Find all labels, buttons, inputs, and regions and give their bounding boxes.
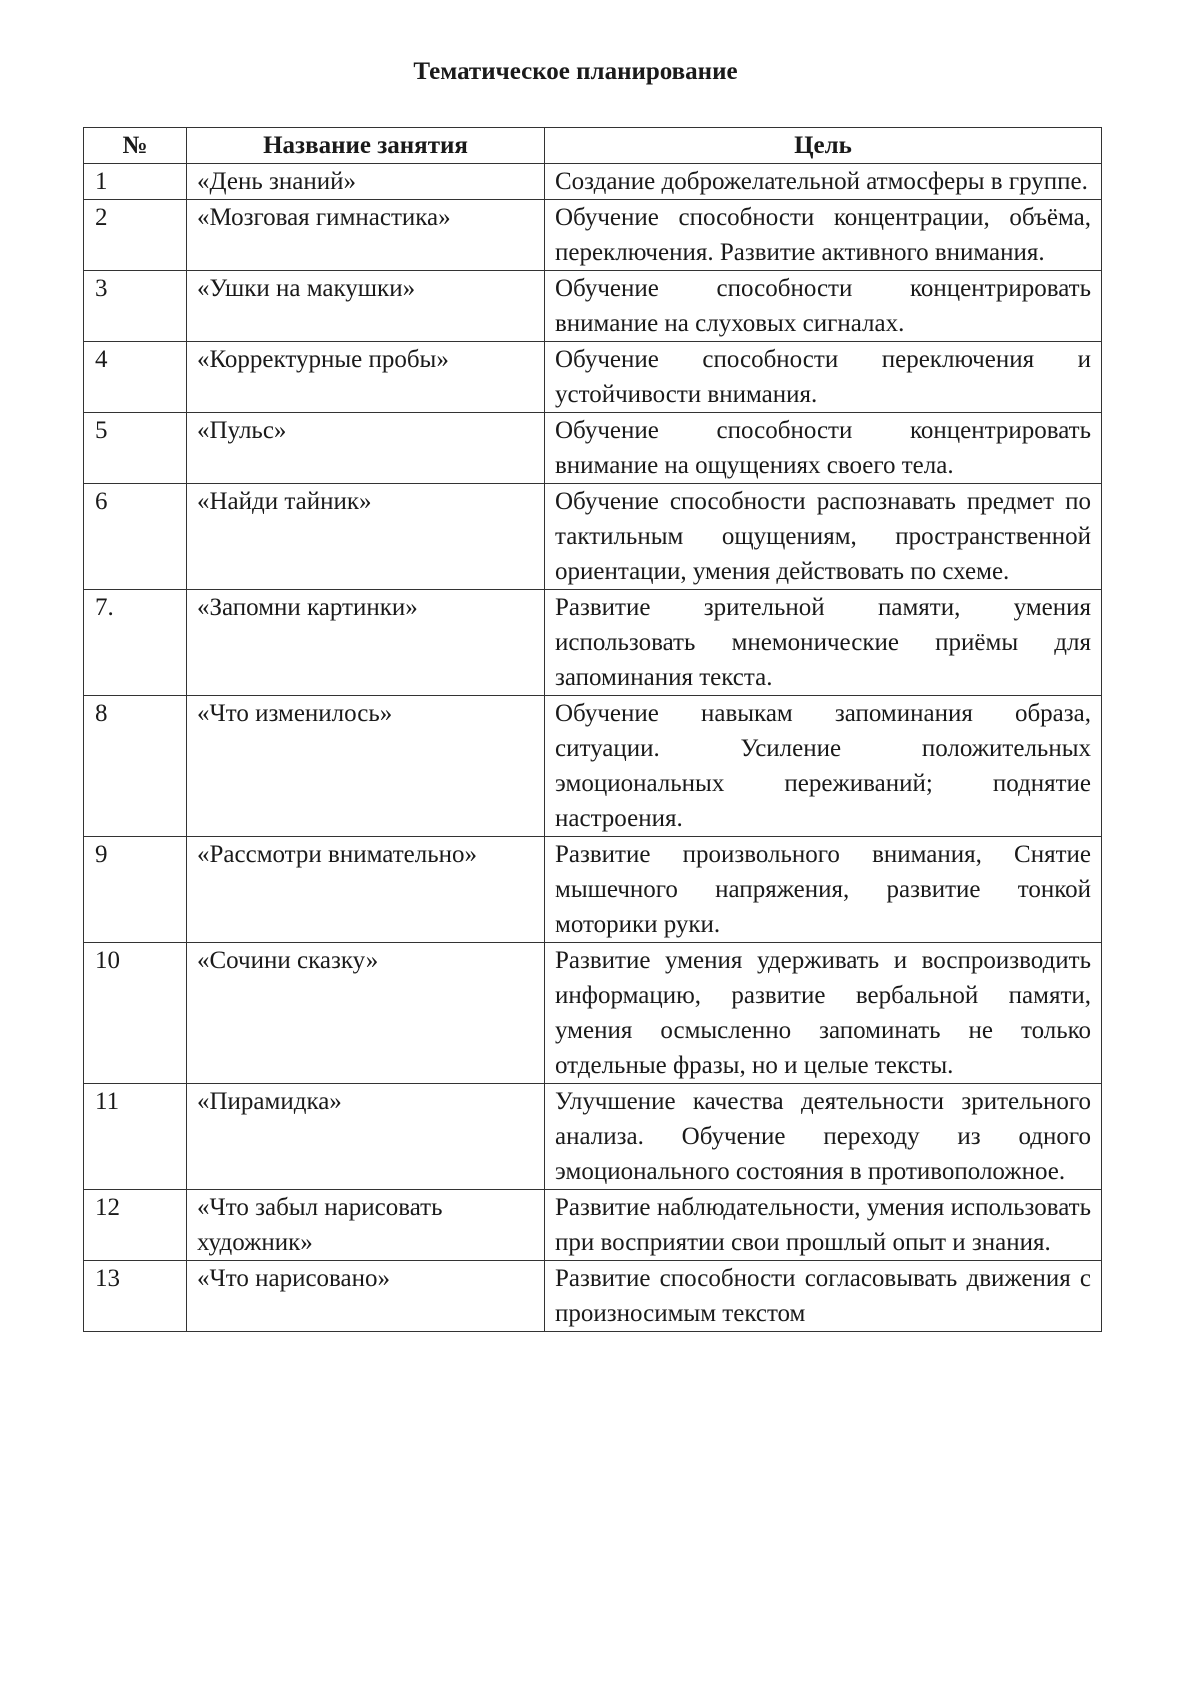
lesson-goal-cell: Обучение способности концентрации, объёма, переключения. Развитие активного внимания. xyxy=(545,200,1102,271)
table-row xyxy=(84,271,1102,342)
lesson-goal-cell: Улучшение качества деятельности зрительного анализа. Обучение переходу из одного эмоционального состояния в противоположное. xyxy=(545,1084,1102,1190)
lesson-name-cell: «Пирамидка» xyxy=(187,1084,545,1190)
lesson-number-cell: 6 xyxy=(84,484,187,590)
document-title: Тематическое планирование xyxy=(413,58,738,85)
lesson-number-cell: 7. xyxy=(84,590,187,696)
lesson-name-cell: «Что забыл нарисовать художник» xyxy=(187,1190,545,1261)
table-header-row xyxy=(84,128,1102,164)
lesson-goal-cell: Создание доброжелательной атмосферы в группе. xyxy=(545,164,1102,200)
lesson-name-cell: «День знаний» xyxy=(187,164,545,200)
lesson-name-cell: «Рассмотри внимательно» xyxy=(187,837,545,943)
lesson-number-cell: 10 xyxy=(84,943,187,1084)
lesson-name-cell: «Мозговая гимнастика» xyxy=(187,200,545,271)
lesson-number-cell: 13 xyxy=(84,1261,187,1332)
lesson-number-cell: 12 xyxy=(84,1190,187,1261)
table-row xyxy=(84,590,1102,696)
lesson-number-cell: 5 xyxy=(84,413,187,484)
table-body xyxy=(84,164,1102,1332)
table-row xyxy=(84,837,1102,943)
table-row xyxy=(84,943,1102,1084)
lesson-goal-cell: Обучение способности переключения и устойчивости внимания. xyxy=(545,342,1102,413)
lesson-name-cell: «Корректурные пробы» xyxy=(187,342,545,413)
table-row xyxy=(84,484,1102,590)
header-number: № xyxy=(84,128,187,164)
header-goal: Цель xyxy=(545,128,1102,164)
table-row xyxy=(84,1261,1102,1332)
thematic-plan-table xyxy=(83,127,1102,1332)
lesson-goal-cell: Развитие произвольного внимания, Снятие мышечного напряжения, развитие тонкой моторики руки. xyxy=(545,837,1102,943)
header-lesson-name: Название занятия xyxy=(187,128,545,164)
table-row xyxy=(84,342,1102,413)
table-row xyxy=(84,164,1102,200)
lesson-number-cell: 8 xyxy=(84,696,187,837)
lesson-goal-cell: Обучение способности концентрировать внимание на слуховых сигналах. xyxy=(545,271,1102,342)
lesson-goal-cell: Обучение способности распознавать предмет по тактильным ощущениям, пространственной ориентации, умения действовать по схеме. xyxy=(545,484,1102,590)
table-row xyxy=(84,200,1102,271)
lesson-number-cell: 2 xyxy=(84,200,187,271)
table-row xyxy=(84,696,1102,837)
lesson-goal-cell: Развитие зрительной памяти, умения использовать мнемонические приёмы для запоминания текста. xyxy=(545,590,1102,696)
lesson-goal-cell: Обучение навыкам запоминания образа, ситуации. Усиление положительных эмоциональных переживаний; поднятие настроения. xyxy=(545,696,1102,837)
lesson-name-cell: «Что изменилось» xyxy=(187,696,545,837)
lesson-name-cell: «Что нарисовано» xyxy=(187,1261,545,1332)
lesson-number-cell: 11 xyxy=(84,1084,187,1190)
lesson-number-cell: 3 xyxy=(84,271,187,342)
lesson-name-cell: «Найди тайник» xyxy=(187,484,545,590)
lesson-number-cell: 4 xyxy=(84,342,187,413)
lesson-name-cell: «Сочини сказку» xyxy=(187,943,545,1084)
lesson-number-cell: 9 xyxy=(84,837,187,943)
table-row xyxy=(84,413,1102,484)
table-row xyxy=(84,1190,1102,1261)
lesson-name-cell: «Ушки на макушки» xyxy=(187,271,545,342)
lesson-goal-cell: Развитие наблюдательности, умения использовать при восприятии свои прошлый опыт и знания. xyxy=(545,1190,1102,1261)
lesson-goal-cell: Развитие способности согласовывать движения с произносимым текстом xyxy=(545,1261,1102,1332)
table-row xyxy=(84,1084,1102,1190)
lesson-name-cell: «Запомни картинки» xyxy=(187,590,545,696)
lesson-goal-cell: Обучение способности концентрировать внимание на ощущениях своего тела. xyxy=(545,413,1102,484)
lesson-goal-cell: Развитие умения удерживать и воспроизводить информацию, развитие вербальной памяти, умения осмысленно запоминать не только отдельные фразы, но и целые тексты. xyxy=(545,943,1102,1084)
lesson-name-cell: «Пульс» xyxy=(187,413,545,484)
lesson-number-cell: 1 xyxy=(84,164,187,200)
